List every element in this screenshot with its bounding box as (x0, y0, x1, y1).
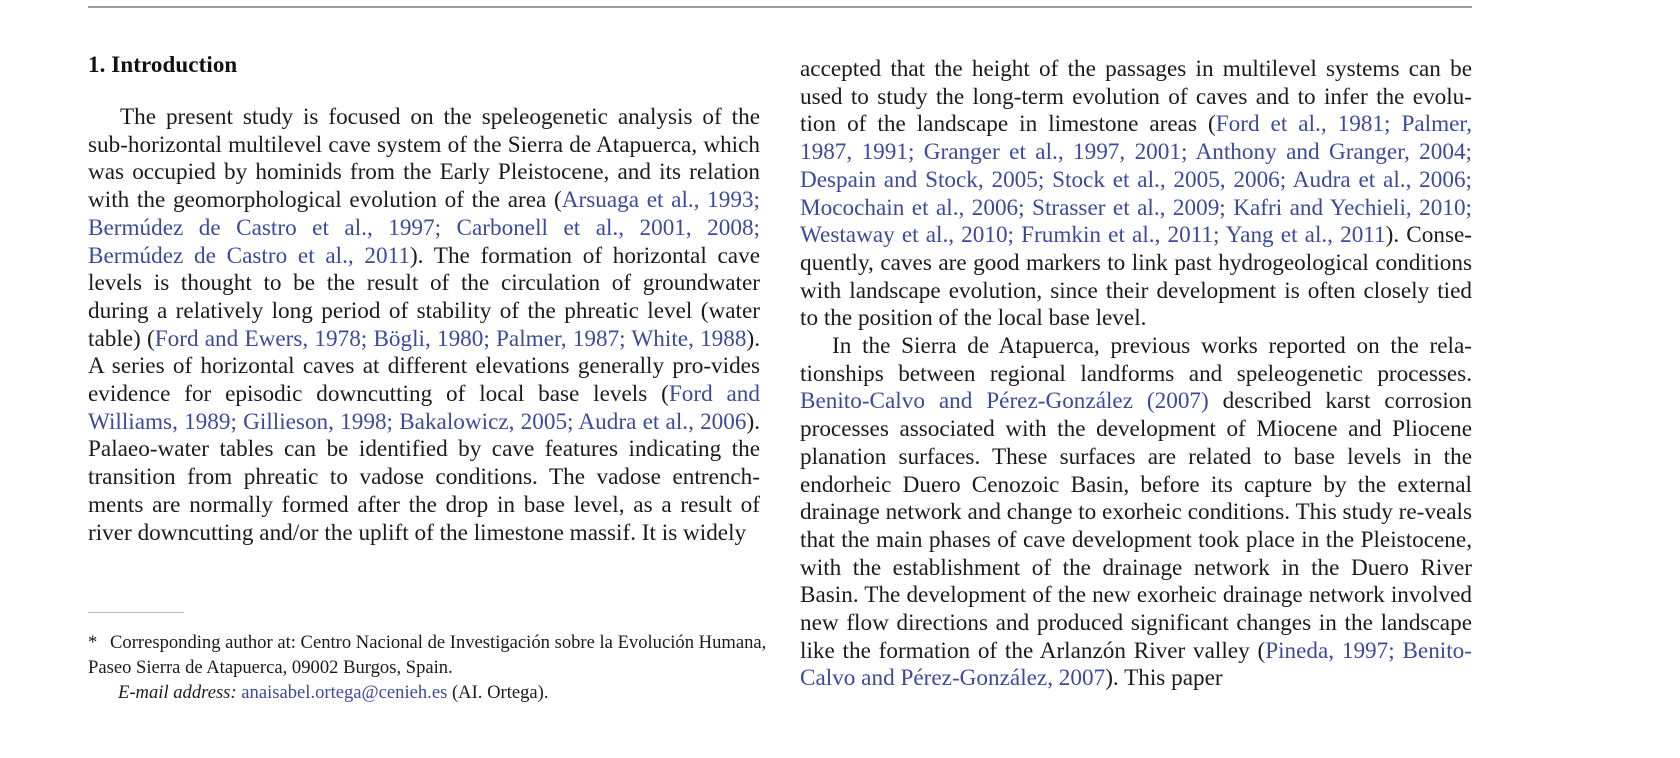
email-attribution: (AI. Ortega). (451, 682, 549, 703)
footnote-email-line (88, 680, 768, 705)
text-segment: ). This paper (1105, 665, 1223, 692)
text-segment: ). Conse-quently, caves are good markers to link past hydrogeological conditions with landscape evolution, since their development is often closely tied to the position of the local base level. (800, 222, 1472, 332)
text-segment: ). Palaeo-water tables can be identified by cave features indicating the transition from phreatic to vadose conditions. The vadose entrench-ments are normally formed after the drop in base level, as a result of river downcutting and/or the uplift of the limestone massif. It is widely (88, 408, 760, 546)
footnote-corresponding-author (88, 630, 768, 655)
citation-link[interactable]: Ford and Williams, 1989; Gillieson, 1998; Bakalowicz, 2005; Audra et al., 2006 (88, 381, 760, 435)
right-paragraph-1 (800, 56, 1472, 333)
left-paragraph-1 (88, 104, 760, 547)
citation-link[interactable]: Ford and Ewers, 1978; Bögli, 1980; Palmer, 1987; White, 1988 (154, 325, 747, 352)
footnote-text: Corresponding author at: Centro Nacional de Investigación sobre la Evolución Humana, (110, 632, 767, 653)
footnote-block (88, 612, 768, 705)
citation-link[interactable]: Pineda, 1997; Benito-Calvo and Pérez-González, 2007 (800, 637, 1472, 692)
right-column (800, 56, 1472, 693)
text-segment: ). A series of horizontal caves at different elevations generally pro-vides evidence for episodic downcutting of local base levels ( (88, 325, 760, 408)
email-link[interactable]: anaisabel.ortega@cenieh.es (241, 682, 448, 703)
footnote-marker: * (88, 632, 98, 653)
footnote-divider (88, 612, 184, 613)
text-segment: described karst corrosion processes associated with the development of Miocene and Pliocene planation surfaces. These surfaces are related to base levels in the endorheic Duero Cenozoic Basin, before its capture by the external drainage network and change to exorheic conditions. This study re-veals that the main phases of cave development took place in the Pleistocene, with the establishment of the drainage network in the Duero River Basin. The development of the new exorheic drainage network involved new flow directions and produced significant changes in the landscape like the formation of the Arlanzón River valley ( (800, 388, 1472, 664)
text-segment: The present study is focused on the speleogenetic analysis of the sub-horizontal multilevel cave system of the Sierra de Atapuerca, which was occupied by hominids from the Early Pleistocene, and its relation with the geomorphological evolution of the area ( (88, 104, 760, 214)
page-title: 1. Introduction (88, 52, 238, 77)
citation-link[interactable]: Arsuaga et al., 1993; Bermúdez de Castro et al., 1997; Carbonell et al., 2001, 2008; Bermúdez de Castro et al., 2011 (88, 187, 761, 269)
email-label: E-mail address: (118, 682, 237, 703)
right-paragraph-2 (800, 333, 1472, 693)
citation-link[interactable]: Ford et al., 1981; Palmer, 1987, 1991; Granger et al., 1997, 2001; Anthony and Granger, 2004; Despain and Stock, 2005; Stock et al., 2005, 2006; Audra et al., 2006; Mocochain et al., 2006; Strasser et al., 2009; Kafri and Yechieli, 2010; Westaway et al., 2010; Frumkin et al., 2011; Yang et al., 2011 (800, 111, 1472, 249)
left-column (88, 52, 760, 547)
text-segment: In the Sierra de Atapuerca, previous works reported on the rela-tionships between regional landforms and speleogenetic processes. (800, 333, 1472, 387)
text-segment: accepted that the height of the passages in multilevel systems can be used to study the long-term evolution of caves and to infer the evolu-tion of the landscape in limestone areas ( (800, 56, 1472, 138)
footnote-address: Paseo Sierra de Atapuerca, 09002 Burgos, Spain. (88, 657, 453, 678)
citation-link[interactable]: Benito-Calvo and Pérez-González (2007) (800, 388, 1209, 415)
text-segment: ). The formation of horizontal cave levels is thought to be the result of the circulation of groundwater during a relatively long period of stability of the phreatic level (water table) ( (88, 242, 760, 352)
